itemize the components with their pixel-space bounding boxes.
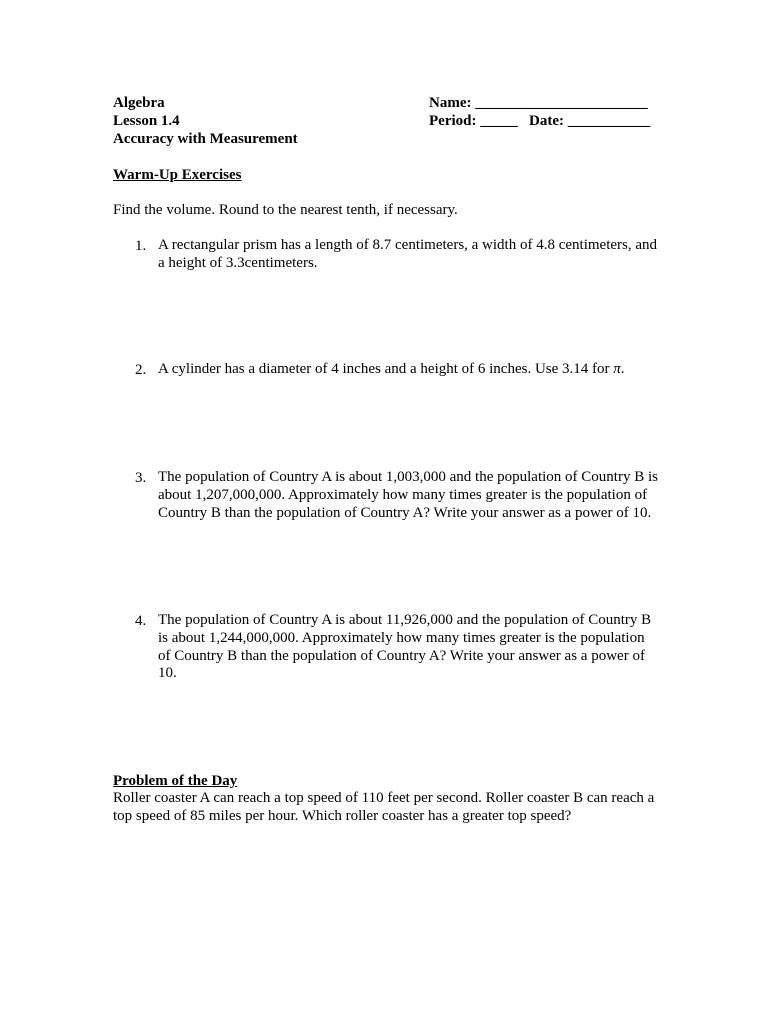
question-number: 1. [135,238,147,254]
question-text: The population of Country A is about 11,926,000 and the population of Country B is about 1,244,000,000. Approximately how many times greater is the population of Country B than the population of Country A? Write your answer as a power of 10. [158,612,652,682]
question-text: The population of Country A is about 1,003,000 and the population of Country B is about 1,207,000,000. Approximately how many times greater is the population of Country B than the population of Country A? Write your answer as a power of 10. [158,469,658,521]
warmup-instructions: Find the volume. Round to the nearest tenth, if necessary. [113,202,458,218]
period-field-label: Period: _____ [429,113,518,129]
warmup-heading: Warm-Up Exercises [113,167,242,183]
problem-of-day-heading: Problem of the Day [113,773,238,789]
question-number: 2. [135,362,147,378]
course-title: Algebra [113,95,165,111]
question-text-main: A cylinder has a diameter of 4 inches and a height of 6 inches. Use 3.14 for [158,361,614,377]
lesson-number: Lesson 1.4 [113,113,180,129]
date-field-label: Date: ___________ [529,113,651,129]
question-text: A rectangular prism has a length of 8.7 centimeters, a width of 4.8 centimeters, and a height of 3.3centimeters. [158,237,658,271]
question-text [158,361,658,379]
question-text-suffix: . [620,361,625,377]
question-number: 3. [135,470,147,486]
problem-of-day-text: Roller coaster A can reach a top speed of 110 feet per second. Roller coaster B can reach a top speed of 85 miles per hour. Which roller coaster has a greater top speed? [113,790,655,824]
pi-symbol: π [613,361,621,377]
question-number: 4. [135,613,147,629]
name-field-label: Name: _______________________ [429,95,648,111]
lesson-topic: Accuracy with Measurement [113,131,298,147]
